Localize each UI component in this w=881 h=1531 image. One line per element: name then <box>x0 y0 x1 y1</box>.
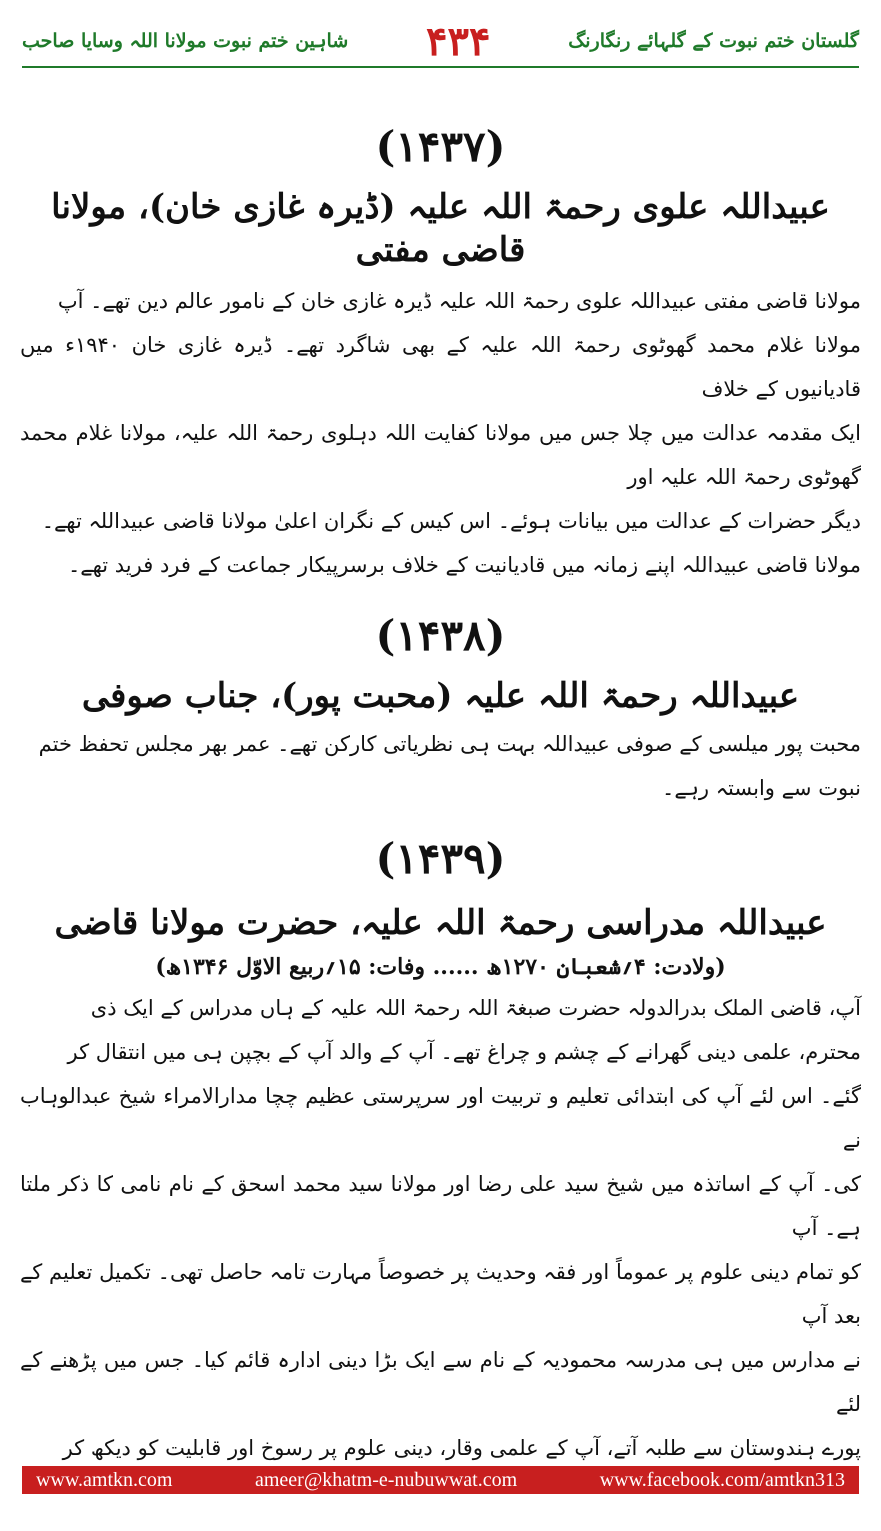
entry-1438 <box>20 611 861 810</box>
page-footer <box>22 1466 859 1494</box>
body-line: مولانا غلام محمد گھوٹوی رحمۃ اللہ علیہ کے بھی شاگرد تھے۔ ڈیرہ غازی خان ۱۹۴۰ء میں قادیانیوں کے خلاف <box>20 333 861 401</box>
header-divider <box>22 66 859 68</box>
body-line: محترم، علمی دینی گھرانے کے چشم و چراغ تھے۔ آپ کے والد آپ کے بچپن ہی میں انتقال کر <box>67 1040 861 1064</box>
entry-title: عبیداللہ علوی رحمۃ اللہ علیہ (ڈیرہ غازی خان)، مولانا قاضی مفتی <box>51 187 830 270</box>
entry-1437 <box>20 122 861 587</box>
footer-facebook-link[interactable]: www.facebook.com/amtkn313 <box>599 1468 845 1491</box>
body-line: مولانا قاضی عبیداللہ اپنے زمانہ میں قادیانیت کے خلاف برسرپیکار جماعت کے فرد فرید تھے۔ <box>67 553 861 577</box>
body-line: آپ، قاضی الملک بدرالدولہ حضرت صبغۃ اللہ رحمۃ اللہ علیہ کے ہاں مدراس کے ایک ذی <box>90 996 861 1020</box>
header-left-title: شاہین ختم نبوت مولانا اللہ وسایا صاحب <box>22 30 349 52</box>
page-number: ۴۳۴ <box>426 17 491 65</box>
body-line: گئے۔ اس لئے آپ کی ابتدائی تعلیم و تربیت اور سرپرستی عظیم چچا مدارالامراء شیخ عبدالوہاب نے <box>20 1084 861 1152</box>
entry-number: (۱۴۳۸) <box>375 611 506 660</box>
entry-body <box>20 986 861 1470</box>
body-line: نبوت سے وابستہ رہے۔ <box>662 775 861 800</box>
body-line: مولانا قاضی مفتی عبیداللہ علوی رحمۃ اللہ علیہ ڈیرہ غازی خان کے نامور عالم دین تھے۔ آپ <box>57 289 861 313</box>
entry-title: عبیداللہ رحمۃ اللہ علیہ (محبت پور)، جناب صوفی <box>81 676 800 716</box>
body-line: دیگر حضرات کے عدالت میں بیانات ہوئے۔ اس کیس کے نگران اعلیٰ مولانا قاضی عبیداللہ تھے۔ <box>41 509 861 533</box>
entry-body <box>20 722 861 810</box>
header-right-title: گلستان ختم نبوت کے گلہائے رنگارنگ <box>568 30 859 52</box>
footer-website-link[interactable]: www.amtkn.com <box>36 1468 173 1491</box>
body-line: پورے ہندوستان سے طلبہ آتے، آپ کے علمی وقار، دینی علوم پر رسوخ اور قابلیت کو دیکھ کر <box>62 1436 861 1460</box>
entry-number: (۱۴۳۹) <box>375 833 506 883</box>
body-line: محبت پور میلسی کے صوفی عبیداللہ بہت ہی نظریاتی کارکن تھے۔ عمر بھر مجلس تحفظ ختم <box>38 731 861 756</box>
body-line: ایک مقدمہ عدالت میں چلا جس میں مولانا کفایت اللہ دہلوی رحمۃ اللہ علیہ، مولانا غلام محمد گھوٹوی رحمۃ اللہ علیہ اور <box>20 421 861 489</box>
entry-title: عبیداللہ مدراسی رحمۃ اللہ علیہ، حضرت مولانا قاضی <box>54 902 827 943</box>
entry-1439 <box>20 833 861 1471</box>
body-line: کو تمام دینی علوم پر عموماً اور فقہ وحدیث پر خصوصاً مہارت تامہ حاصل تھی۔ تکمیل تعلیم کے بعد آپ <box>20 1260 861 1328</box>
page-header <box>22 18 859 64</box>
body-line: کی۔ آپ کے اساتذہ میں شیخ سید علی رضا اور مولانا سید محمد اسحق کے نام نامی کا ذکر ملتا ہے۔ آپ <box>20 1172 861 1240</box>
footer-email-link[interactable]: ameer@khatm-e-nubuwwat.com <box>254 1468 518 1491</box>
page-content <box>20 90 861 1470</box>
entry-number: (۱۴۳۷) <box>375 122 506 171</box>
body-line: نے مدارس میں ہی مدرسہ محمودیہ کے نام سے ایک بڑا دینی ادارہ قائم کیا۔ جس میں پڑھنے کے لئے <box>20 1348 861 1416</box>
birth-death-dates: (ولادت: ۴؍شعبان ۱۲۷۰ھ ...... وفات: ۱۵؍ربیع الاوّل ۱۳۴۶ھ) <box>155 954 726 980</box>
entry-body <box>20 279 861 587</box>
